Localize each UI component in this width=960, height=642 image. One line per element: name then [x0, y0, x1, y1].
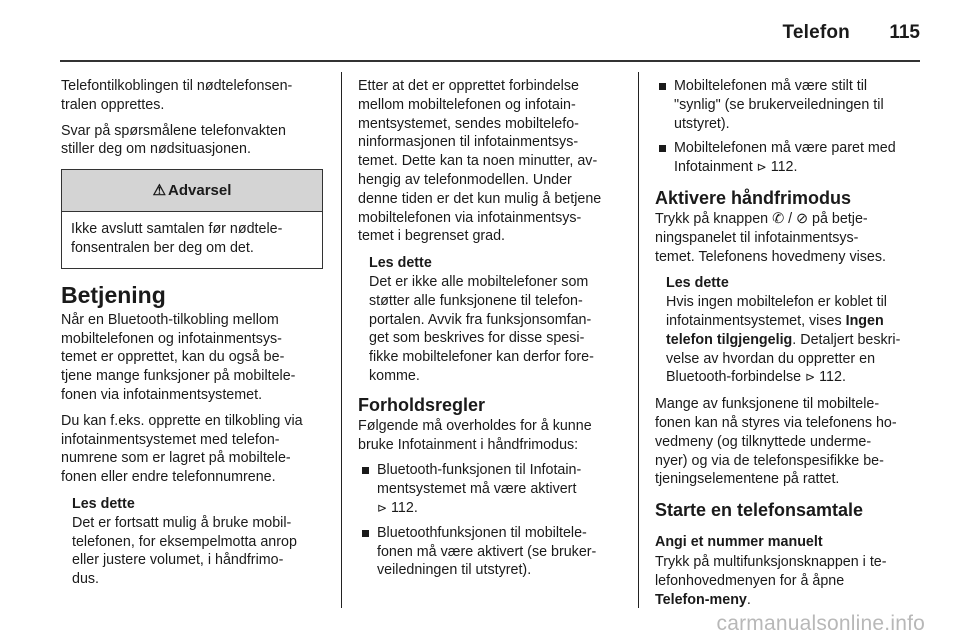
text-fragment: Infotainment [674, 159, 753, 176]
text-fragment: Trykk på knappen [655, 210, 769, 227]
text-line: tjene mange funksjoner på mobiltele- [61, 368, 296, 385]
bullet-square-icon [659, 83, 666, 90]
text-line [666, 331, 923, 350]
section-heading-betjening: Betjening [61, 281, 166, 308]
column-divider-2 [638, 72, 639, 608]
paragraph [655, 395, 923, 489]
page-reference-icon: ⊳ [805, 370, 816, 385]
text-line: Etter at det er opprettet forbindelse [358, 78, 579, 94]
text-line: denne tiden er det kun mulig å betjene [358, 190, 602, 207]
text-line: lefonhovedmenyen for å åpne [655, 572, 845, 589]
watermark-link[interactable]: carmanualsonline.info [716, 612, 925, 635]
text-line: hengig av telefonmodellen. Under [358, 171, 572, 188]
text-line: Mobiltelefonen må være stilt til [674, 78, 868, 94]
text-line: "synlig" (se brukerveiledningen til [674, 96, 884, 113]
text-line: temet er opprettet, kan du også be- [61, 349, 285, 366]
text-line: Du kan f.eks. opprette en tilkobling via [61, 412, 303, 429]
text-line: velse av hvordan du oppretter en [666, 350, 876, 367]
text-line: Mobiltelefonen må være paret med [674, 140, 896, 157]
text-line: fonen via infotainmentsystemet. [61, 386, 263, 403]
paragraph [61, 77, 323, 115]
text-line: Svar på spørsmålene telefonvakten [61, 122, 286, 139]
text-line: nyer) og via de telefonspesifikke be- [655, 452, 884, 469]
text-line: vedmeny (og tilknyttede underme- [655, 433, 872, 450]
text-fragment: infotainmentsystemet, vises [666, 312, 842, 329]
bullet-square-icon [362, 467, 369, 474]
paragraph [61, 412, 323, 487]
page-reference: 112. [819, 369, 846, 386]
text-line: telefonen, for eksempelmotta anrop [72, 533, 297, 550]
text-fragment: . Detaljert beskri- [792, 331, 901, 348]
column-1 [61, 77, 323, 597]
text-line: stiller deg om nødsituasjonen. [61, 141, 251, 158]
text-line: tralen opprettes. [61, 96, 165, 113]
paragraph [61, 122, 323, 160]
page-number: 115 [889, 22, 920, 43]
paragraph [358, 417, 624, 455]
bullet-list [358, 461, 624, 580]
text-line: fonen kan nå styres via telefonens ho- [655, 414, 897, 431]
text-line: mobiltelefonen og infotainmentsys- [61, 330, 282, 347]
text-line: støtter alle funksjonene til telefon- [369, 292, 583, 309]
phone-mute-icon: ⊘ [796, 210, 809, 227]
text-line [666, 312, 923, 331]
text-line: Telefontilkoblingen til nødtelefonsen- [61, 78, 293, 94]
list-item [655, 77, 923, 133]
text-line: temet. Telefonens hovedmeny vises. [655, 248, 886, 265]
text-line: tjeningselementene på rattet. [655, 471, 840, 488]
text-line: Det er ikke alle mobiltelefoner som [369, 273, 589, 290]
text-line: ninformasjonen til infotainmentsys- [358, 134, 579, 151]
warning-title: Advarsel [168, 182, 232, 200]
note-block [369, 254, 624, 386]
text-line: temet. Dette kan ta noen minutter, av- [358, 153, 598, 170]
text-line: Følgende må overholdes for å kunne [358, 417, 592, 434]
list-item [358, 524, 624, 580]
paragraph [655, 553, 923, 609]
text-line: Når en Bluetooth-tilkobling mellom [61, 311, 279, 328]
text-line: fonsentralen ber deg om det. [71, 239, 254, 256]
text-fragment: . [746, 591, 751, 608]
column-3 [655, 77, 923, 616]
text-line: ningspanelet til infotainmentsys- [655, 229, 859, 246]
section-heading-forholdsregler: Forholdsregler [358, 394, 486, 415]
page-reference: 112. [391, 499, 418, 516]
column-divider-1 [341, 72, 342, 608]
text-line [655, 210, 923, 229]
text-line: Ikke avslutt samtalen før nødtele- [71, 221, 283, 238]
text-line: Mange av funksjonene til mobiltele- [655, 396, 880, 413]
page-reference-icon: ⊳ [377, 500, 388, 515]
bold-text: Telefon-meny [655, 591, 747, 608]
bullet-list [655, 77, 923, 177]
note-title: Les dette [666, 275, 729, 292]
text-line: mellom mobiltelefonen og infotain- [358, 96, 576, 113]
text-line: Bluetoothfunksjonen til mobiltele- [377, 524, 587, 541]
text-line: numrene som er lagret på mobiltele- [61, 450, 291, 467]
note-title: Les dette [72, 495, 135, 512]
paragraph [358, 77, 624, 246]
text-line [655, 591, 923, 610]
text-line: fikke mobiltelefoner kan derfor fore- [369, 349, 594, 366]
text-line: fonen må være aktivert (se bruker- [377, 543, 597, 560]
text-line: dus. [72, 571, 100, 588]
warning-triangle-icon: ⚠ [152, 182, 167, 200]
text-line [377, 499, 624, 518]
text-line: Bluetooth-funksjonen til Infotain- [377, 462, 582, 479]
section-heading-starte-telefonsamtale: Starte en telefonsamtale [655, 500, 864, 521]
text-line [666, 368, 923, 387]
list-item [358, 461, 624, 517]
text-line: utstyret). [674, 115, 730, 132]
text-line: Det er fortsatt mulig å bruke mobil- [72, 514, 292, 531]
text-fragment: / [788, 210, 793, 227]
text-line: portalen. Avvik fra funksjonsomfan- [369, 311, 592, 328]
page-header-title: Telefon [782, 22, 850, 43]
page-reference-icon: ⊳ [756, 160, 767, 175]
section-heading-aktivere-handfrimodus: Aktivere håndfrimodus [655, 187, 852, 208]
bold-text: Ingen [845, 312, 884, 329]
note-block [72, 495, 323, 589]
warning-box [61, 169, 323, 269]
text-line: veiledningen til utstyret). [377, 562, 532, 579]
warning-body [62, 212, 322, 268]
text-line: mobiltelefonen via infotainmentsys- [358, 209, 582, 226]
subheading-angi-nummer: Angi et nummer manuelt [655, 534, 823, 551]
bold-text: telefon tilgjengelig [666, 331, 793, 348]
note-block [666, 274, 923, 387]
phone-icon: ✆ [772, 210, 785, 227]
bullet-square-icon [659, 145, 666, 152]
text-fragment: på betje- [812, 210, 868, 227]
page-reference: 112. [770, 159, 798, 176]
text-line: Hvis ingen mobiltelefon er koblet til [666, 294, 887, 311]
text-line: get som beskrives for disse spesi- [369, 330, 585, 347]
text-fragment: Bluetooth-forbindelse [666, 369, 802, 386]
text-line: Trykk på multifunksjonsknappen i te- [655, 553, 887, 570]
text-line: infotainmentsystemet med telefon- [61, 431, 280, 448]
text-line: fonen eller endre telefonnumrene. [61, 469, 276, 486]
paragraph [655, 210, 923, 266]
bullet-square-icon [362, 530, 369, 537]
text-line: eller justere volumet, i håndfrimo- [72, 552, 284, 569]
text-line: mentsystemet må være aktivert [377, 481, 577, 498]
warning-header [62, 170, 322, 212]
note-title: Les dette [369, 255, 432, 272]
paragraph [61, 311, 323, 405]
text-line: bruke Infotainment i håndfrimodus: [358, 436, 579, 453]
text-line: komme. [369, 367, 420, 384]
text-line [674, 158, 923, 177]
text-line: mentsystemet, sendes mobiltelefo- [358, 115, 579, 132]
list-item [655, 139, 923, 177]
text-line: temet i begrenset grad. [358, 228, 506, 245]
column-2 [358, 77, 624, 586]
header-divider [60, 60, 920, 62]
